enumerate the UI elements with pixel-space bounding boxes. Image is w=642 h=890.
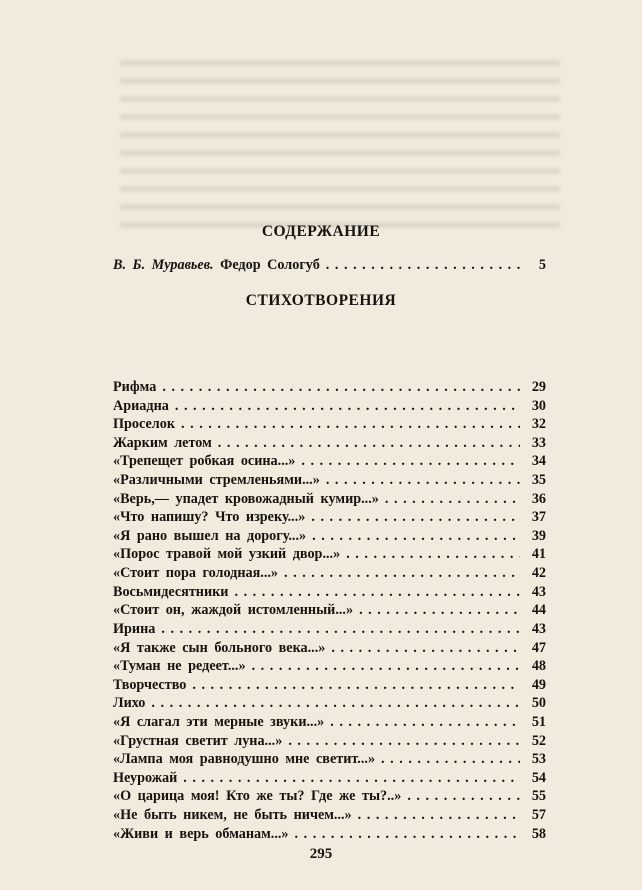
entry-title: Проселок [113,416,176,433]
entry-title: «Порос травой мой узкий двор...» [113,546,341,563]
entry-page: 55 [531,788,546,805]
entry-page: 47 [531,639,546,656]
dot-leader [162,379,520,396]
entry-title: «Грустная светит луна...» [113,732,283,749]
entry-page: 50 [531,695,546,712]
entry-title: Неурожай [113,769,178,786]
toc-entry [113,770,546,789]
toc-entry [113,546,546,565]
entry-title: «Я слагал эти мерные звуки...» [113,713,325,730]
entry-page: 35 [531,472,546,489]
entry-page: 51 [531,713,546,730]
entry-page: 58 [531,825,546,842]
entry-page: 36 [531,490,546,507]
entry-page: 30 [531,397,546,414]
entry-page: 52 [531,732,546,749]
toc-entry [113,658,546,677]
dot-leader [252,658,520,675]
entry-title: «Стоит пора голодная...» [113,565,279,582]
entry-title: «Я рано вышел на дорогу...» [113,527,307,544]
entry-page: 33 [531,434,546,451]
entry-title: Ариадна [113,397,169,414]
dot-leader [346,546,520,563]
dot-leader [295,826,520,843]
toc-entry [113,509,546,528]
dot-leader [407,788,520,805]
toc-entry [113,621,546,640]
entry-title: Жарким летом [113,434,212,451]
toc-entry [113,677,546,696]
dot-leader [358,807,520,824]
intro-entry [113,257,546,274]
dot-leader [330,714,520,731]
page-heading: СОДЕРЖАНИЕ [261,223,381,240]
toc-entry [113,695,546,714]
entry-page: 44 [531,602,546,619]
dot-leader [331,640,520,657]
toc-entry [113,565,546,584]
entry-title: «Различными стремленьями...» [113,472,320,489]
entry-title: «Верь,— упадет кровожадный кумир...» [113,490,379,507]
toc-list [0,379,546,844]
entry-title: «Живи и верь обманам...» [113,825,289,842]
entry-page: 32 [531,416,546,433]
toc-entry [113,528,546,547]
dot-leader [385,491,520,508]
entry-title: «Не быть никем, не быть ничем...» [113,807,352,824]
dot-leader [381,751,520,768]
entry-title: «Лампа моя равнодушно мне светит...» [113,751,376,768]
entry-page: 57 [531,807,546,824]
entry-title: «Трепещет робкая осина...» [113,453,296,470]
entry-title: Творчество [113,676,187,693]
dot-leader [311,509,520,526]
dot-leader [183,770,520,787]
entry-page: 43 [531,583,546,600]
toc-entry [113,379,546,398]
toc-entry [113,491,546,510]
toc-entry [113,602,546,621]
dot-leader [326,472,520,489]
entry-page: 42 [531,565,546,582]
entry-title: «Стоит он, жаждой истомленный...» [113,602,354,619]
dot-leader [161,621,520,638]
toc-entry [113,398,546,417]
dot-leader [181,416,520,433]
intro-page: 5 [538,257,546,273]
bleed-through-text [120,60,560,230]
entry-title: «Что напишу? Что изреку...» [113,509,306,526]
toc-entry [113,751,546,770]
entry-page: 37 [531,509,546,526]
intro-title: Федор Сологуб [220,257,320,273]
dot-leader [151,695,520,712]
entry-title: «О царица моя! Кто же ты? Где же ты?..» [113,788,402,805]
entry-page: 29 [531,379,546,395]
entry-page: 39 [531,527,546,544]
entry-page: 41 [531,546,546,563]
entry-title: Восьмидесятники [113,583,229,600]
toc-entry [113,640,546,659]
toc-entry [113,826,546,845]
entry-page: 34 [531,453,546,470]
dot-leader [326,257,520,274]
toc-entry [113,788,546,807]
entry-page: 48 [531,658,546,675]
entry-title: «Я также сын больного века...» [113,639,326,656]
dot-leader [218,435,520,452]
toc-entry [113,435,546,454]
toc-entry [113,472,546,491]
entry-title: Лихо [113,695,146,712]
entry-page: 49 [531,676,546,693]
dot-leader [288,733,520,750]
section-heading: СТИХОТВОРЕНИЯ [245,292,397,309]
entry-page: 43 [531,620,546,637]
dot-leader [359,602,520,619]
dot-leader [301,453,520,470]
entry-page: 54 [531,769,546,786]
dot-leader [312,528,520,545]
toc-entry [113,453,546,472]
entry-title: Ирина [113,620,156,637]
toc-entry [113,416,546,435]
intro-author: В. Б. Муравьев. [113,257,214,273]
page-number: 295 [309,846,333,862]
dot-leader [175,398,520,415]
toc-entry [113,807,546,826]
dot-leader [192,677,520,694]
entry-title: Рифма [113,379,157,395]
toc-entry [113,733,546,752]
dot-leader [234,584,520,601]
toc-entry [113,584,546,603]
toc-entry [113,714,546,733]
dot-leader [284,565,520,582]
entry-title: «Туман не редеет...» [113,658,246,675]
entry-page: 53 [531,751,546,768]
